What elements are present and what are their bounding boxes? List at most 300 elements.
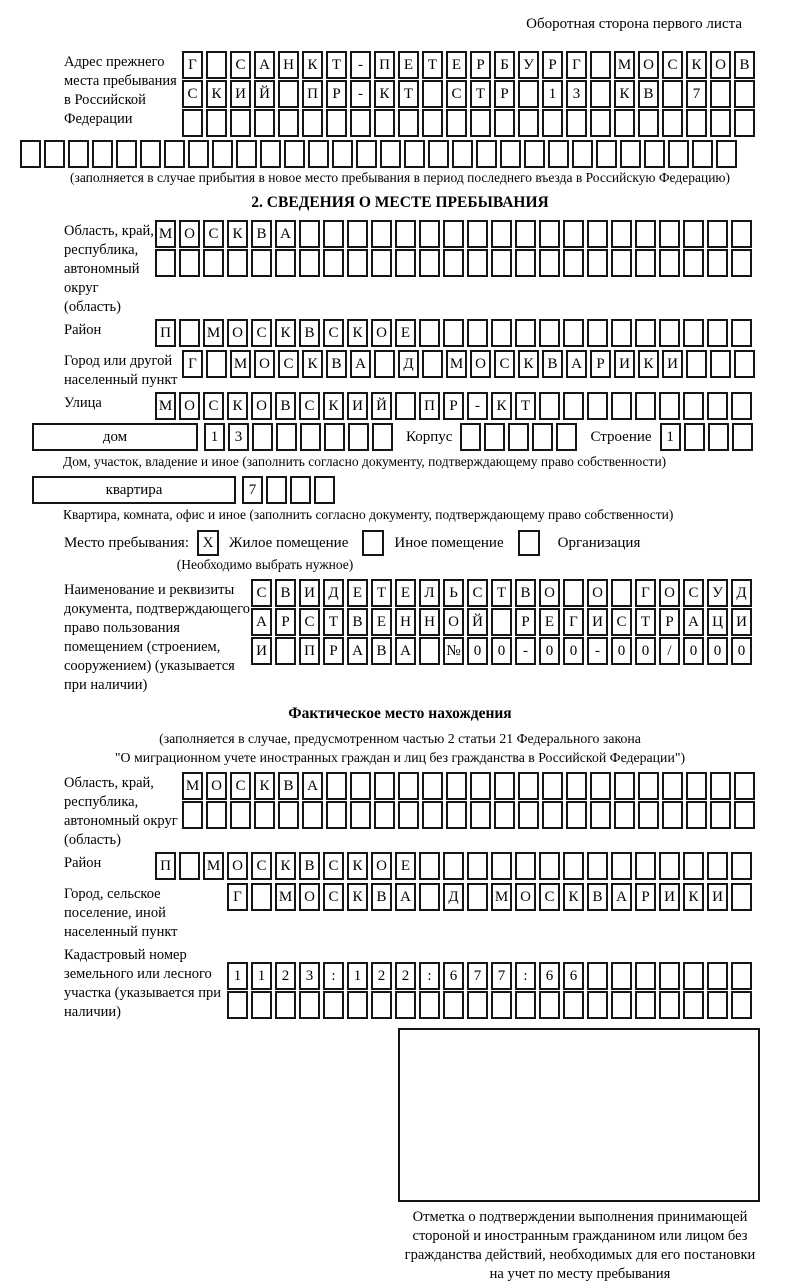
char-cell [707, 852, 728, 880]
char-cell: О [254, 350, 275, 378]
char-cell: И [587, 608, 608, 636]
char-cell [446, 109, 467, 137]
char-cell: К [374, 80, 395, 108]
char-cell [710, 772, 731, 800]
char-cell [500, 140, 521, 168]
char-cell [290, 476, 311, 504]
char-cell [374, 772, 395, 800]
raion-label: Район [64, 322, 102, 338]
char-cell [116, 140, 137, 168]
char-cell [491, 220, 512, 248]
char-cell: П [419, 392, 440, 420]
char-cell [659, 392, 680, 420]
kadastr-label: Кадастровый номер земельного или лесного участка (указывается при наличии) [64, 947, 221, 1020]
char-cell [470, 109, 491, 137]
confirmation-box [398, 1028, 760, 1202]
char-cell: К [275, 852, 296, 880]
ulitsa-row [155, 392, 755, 420]
char-cell [494, 109, 515, 137]
char-cell: Е [395, 579, 416, 607]
char-cell [419, 637, 440, 665]
char-cell [395, 392, 416, 420]
char-cell: 1 [660, 423, 681, 451]
char-cell [563, 220, 584, 248]
char-cell: Т [422, 51, 443, 79]
char-cell [734, 350, 755, 378]
char-cell [611, 991, 632, 1019]
char-cell [302, 801, 323, 829]
char-cell: А [683, 608, 704, 636]
char-cell: - [587, 637, 608, 665]
char-cell: В [299, 319, 320, 347]
char-cell [395, 991, 416, 1019]
char-cell [179, 852, 200, 880]
char-cell: 0 [467, 637, 488, 665]
kadastr-group [0, 944, 800, 1022]
char-cell [422, 80, 443, 108]
char-cell [251, 249, 272, 277]
char-cell [542, 772, 563, 800]
char-cell [508, 423, 529, 451]
char-cell [350, 772, 371, 800]
char-cell [515, 249, 536, 277]
char-cell [635, 962, 656, 990]
char-cell: М [155, 220, 176, 248]
char-cell: 0 [707, 637, 728, 665]
char-cell: Г [563, 608, 584, 636]
char-cell [620, 140, 641, 168]
char-cell [230, 801, 251, 829]
char-cell [371, 249, 392, 277]
char-cell: Р [443, 392, 464, 420]
char-cell [587, 249, 608, 277]
fact-raion-group [0, 852, 800, 881]
char-cell: К [518, 350, 539, 378]
char-cell: И [707, 883, 728, 911]
char-cell: А [251, 608, 272, 636]
char-cell [467, 220, 488, 248]
char-cell [734, 801, 755, 829]
char-cell: Т [491, 579, 512, 607]
char-cell: И [251, 637, 272, 665]
document-row-1 [251, 579, 755, 607]
char-cell [236, 140, 257, 168]
char-cell [275, 249, 296, 277]
char-cell: К [683, 883, 704, 911]
char-cell: Р [494, 80, 515, 108]
char-cell: М [203, 852, 224, 880]
char-cell [731, 962, 752, 990]
char-cell [68, 140, 89, 168]
char-cell [422, 772, 443, 800]
char-cell [372, 423, 393, 451]
char-cell: 6 [443, 962, 464, 990]
char-cell [371, 991, 392, 1019]
ulitsa-label: Улица [64, 395, 102, 411]
char-cell: В [251, 220, 272, 248]
char-cell [470, 801, 491, 829]
fact-title: Фактическое место нахождения [288, 705, 512, 722]
option-organizatsiya-label: Организация [557, 535, 641, 551]
char-cell: Д [398, 350, 419, 378]
fact-oblast-row-2 [182, 801, 758, 829]
char-cell [452, 140, 473, 168]
char-cell [260, 140, 281, 168]
char-cell [686, 109, 707, 137]
document-label: Наименование и реквизиты документа, подтверждающего право пользования помещением (строением, сооружением) (указывается при наличии) [64, 582, 250, 693]
char-cell [566, 109, 587, 137]
char-cell [326, 109, 347, 137]
char-cell: А [395, 883, 416, 911]
fact-caption-line2: "О миграционном учете иностранных граждан и лиц без гражданства в Российской Федерации") [114, 750, 686, 765]
char-cell: С [299, 392, 320, 420]
char-cell: К [254, 772, 275, 800]
char-cell [635, 392, 656, 420]
char-cell: С [323, 852, 344, 880]
char-cell: О [206, 772, 227, 800]
char-cell [308, 140, 329, 168]
char-cell: О [251, 392, 272, 420]
prev-address-label: Адрес прежнего места пребывания в Российской Федерации [64, 54, 177, 127]
char-cell [662, 772, 683, 800]
char-cell [539, 220, 560, 248]
char-cell: К [686, 51, 707, 79]
char-cell: Е [395, 319, 416, 347]
char-cell: А [347, 637, 368, 665]
prev-address-row-3 [182, 109, 758, 137]
char-cell: С [299, 608, 320, 636]
char-cell [683, 220, 704, 248]
char-cell [563, 579, 584, 607]
char-cell [140, 140, 161, 168]
char-cell: Т [326, 51, 347, 79]
char-cell [254, 801, 275, 829]
checkbox-zhiloe: X [197, 530, 219, 556]
char-cell [515, 991, 536, 1019]
oblast-row-1 [155, 220, 755, 248]
char-cell [419, 319, 440, 347]
char-cell [518, 801, 539, 829]
char-cell: М [230, 350, 251, 378]
char-cell [347, 991, 368, 1019]
char-cell [611, 220, 632, 248]
char-cell [356, 140, 377, 168]
char-cell: С [494, 350, 515, 378]
char-cell [635, 220, 656, 248]
char-cell: В [515, 579, 536, 607]
char-cell: Р [275, 608, 296, 636]
char-cell: Т [398, 80, 419, 108]
stroenie-label: Строение [590, 429, 652, 445]
char-cell: Й [467, 608, 488, 636]
confirmation-caption-line2: стороной и иностранным гражданином или лицом без [412, 1228, 748, 1244]
char-cell: 7 [686, 80, 707, 108]
char-cell: - [515, 637, 536, 665]
char-cell: 1 [542, 80, 563, 108]
char-cell [590, 772, 611, 800]
char-cell: 3 [299, 962, 320, 990]
fact-oblast-rows [182, 772, 758, 830]
char-cell [590, 51, 611, 79]
char-cell [542, 109, 563, 137]
char-cell [422, 109, 443, 137]
char-cell [227, 249, 248, 277]
stroenie-cells [660, 423, 756, 451]
char-cell [515, 319, 536, 347]
char-cell: Р [635, 883, 656, 911]
char-cell: И [731, 608, 752, 636]
char-cell: К [206, 80, 227, 108]
char-cell: К [614, 80, 635, 108]
char-cell [460, 423, 481, 451]
char-cell: К [347, 852, 368, 880]
char-cell: С [323, 319, 344, 347]
char-cell: Т [515, 392, 536, 420]
char-cell: Л [419, 579, 440, 607]
document-rows [251, 579, 755, 666]
kvartira-caption: Квартира, комната, офис и иное (заполнить согласно документу, подтверждающему право собственности) [63, 507, 674, 522]
char-cell: О [710, 51, 731, 79]
char-cell: В [347, 608, 368, 636]
char-cell [548, 140, 569, 168]
char-cell [587, 319, 608, 347]
char-cell [371, 220, 392, 248]
char-cell: Ь [443, 579, 464, 607]
char-cell: - [350, 51, 371, 79]
section2-title: 2. СВЕДЕНИЯ О МЕСТЕ ПРЕБЫВАНИЯ [251, 194, 549, 211]
confirmation-caption-line3: гражданства действий, необходимых для его постановки [404, 1247, 756, 1263]
char-cell [611, 392, 632, 420]
char-cell [350, 801, 371, 829]
char-cell: Е [398, 51, 419, 79]
char-cell [92, 140, 113, 168]
char-cell: 2 [395, 962, 416, 990]
char-cell [467, 883, 488, 911]
char-cell: Е [539, 608, 560, 636]
char-cell: К [491, 392, 512, 420]
char-cell: О [179, 392, 200, 420]
char-cell [20, 140, 41, 168]
char-cell [164, 140, 185, 168]
char-cell: Б [494, 51, 515, 79]
char-cell: С [278, 350, 299, 378]
char-cell [611, 319, 632, 347]
char-cell [443, 220, 464, 248]
char-cell [326, 772, 347, 800]
char-cell: К [275, 319, 296, 347]
char-cell: С [230, 51, 251, 79]
fact-oblast-row-1 [182, 772, 758, 800]
char-cell [324, 423, 345, 451]
char-cell [611, 852, 632, 880]
char-cell [276, 423, 297, 451]
char-cell [179, 319, 200, 347]
fact-raion-row [155, 852, 755, 880]
ulitsa-group [0, 392, 800, 421]
char-cell: С [662, 51, 683, 79]
char-cell: М [182, 772, 203, 800]
mesto-row [0, 529, 800, 557]
kvartira-row [32, 476, 800, 505]
document-row-3 [251, 637, 755, 665]
char-cell [707, 220, 728, 248]
char-cell: К [302, 51, 323, 79]
char-cell [491, 608, 512, 636]
char-cell [683, 392, 704, 420]
char-cell [494, 772, 515, 800]
char-cell: Й [254, 80, 275, 108]
option-zhiloe-label: Жилое помещение [229, 535, 349, 551]
char-cell: О [638, 51, 659, 79]
char-cell: А [254, 51, 275, 79]
char-cell [470, 772, 491, 800]
char-cell [275, 991, 296, 1019]
char-cell: / [659, 637, 680, 665]
char-cell [638, 801, 659, 829]
char-cell [299, 249, 320, 277]
char-cell [398, 801, 419, 829]
char-cell: В [326, 350, 347, 378]
char-cell: 1 [227, 962, 248, 990]
char-cell: У [518, 51, 539, 79]
option-inoe-label: Иное помещение [394, 535, 504, 551]
char-cell [491, 319, 512, 347]
char-cell [644, 140, 665, 168]
char-cell [374, 801, 395, 829]
char-cell: А [566, 350, 587, 378]
char-cell [266, 476, 287, 504]
char-cell [518, 80, 539, 108]
char-cell [716, 140, 737, 168]
char-cell: С [539, 883, 560, 911]
char-cell [419, 991, 440, 1019]
char-cell [446, 801, 467, 829]
char-cell [299, 991, 320, 1019]
char-cell: В [734, 51, 755, 79]
char-cell [563, 319, 584, 347]
char-cell [278, 109, 299, 137]
char-cell: С [251, 852, 272, 880]
dom-row [32, 423, 800, 452]
char-cell [563, 852, 584, 880]
prev-address-rows [182, 51, 758, 138]
char-cell: С [611, 608, 632, 636]
kadastr-row-1 [227, 962, 755, 990]
char-cell [731, 220, 752, 248]
char-cell: К [227, 220, 248, 248]
fact-gorod-group [0, 883, 800, 942]
char-cell [374, 350, 395, 378]
char-cell [443, 249, 464, 277]
char-cell [707, 962, 728, 990]
char-cell: С [323, 883, 344, 911]
char-cell [710, 801, 731, 829]
char-cell: 0 [683, 637, 704, 665]
char-cell: Г [227, 883, 248, 911]
char-cell [284, 140, 305, 168]
char-cell [539, 852, 560, 880]
char-cell: К [563, 883, 584, 911]
prev-address-row-2 [182, 80, 758, 108]
char-cell: А [395, 637, 416, 665]
char-cell: П [302, 80, 323, 108]
char-cell: Р [323, 637, 344, 665]
char-cell: М [155, 392, 176, 420]
fact-gorod-label: Город, сельское поселение, иной населенный пункт [64, 886, 178, 940]
char-cell [348, 423, 369, 451]
char-cell: Н [278, 51, 299, 79]
char-cell: 0 [539, 637, 560, 665]
char-cell: Й [371, 392, 392, 420]
char-cell [692, 140, 713, 168]
dom-caption: Дом, участок, владение и иное (заполнить согласно документу, подтверждающему право собственности) [63, 454, 667, 469]
char-cell: Д [731, 579, 752, 607]
char-cell [44, 140, 65, 168]
char-cell: И [662, 350, 683, 378]
char-cell [539, 392, 560, 420]
char-cell [683, 962, 704, 990]
char-cell [252, 423, 273, 451]
dom-box: дом [32, 423, 198, 451]
char-cell: - [467, 392, 488, 420]
char-cell: 3 [228, 423, 249, 451]
confirmation-caption-line1: Отметка о подтверждении выполнения принимающей [412, 1209, 748, 1225]
char-cell [347, 220, 368, 248]
char-cell [206, 109, 227, 137]
char-cell [532, 423, 553, 451]
oblast-row-2 [155, 249, 755, 277]
char-cell [587, 962, 608, 990]
char-cell: В [371, 883, 392, 911]
dom-number-cells [204, 423, 396, 451]
char-cell: К [323, 392, 344, 420]
char-cell: 0 [731, 637, 752, 665]
fact-oblast-label: Область, край, республика, автономный округ (область) [64, 775, 178, 848]
char-cell [684, 423, 705, 451]
char-cell: И [230, 80, 251, 108]
char-cell [731, 991, 752, 1019]
char-cell [659, 220, 680, 248]
char-cell: С [251, 319, 272, 347]
char-cell [587, 392, 608, 420]
char-cell: П [299, 637, 320, 665]
char-cell: Н [395, 608, 416, 636]
char-cell: 2 [275, 962, 296, 990]
char-cell [467, 852, 488, 880]
char-cell [332, 140, 353, 168]
char-cell: 6 [539, 962, 560, 990]
char-cell: 0 [611, 637, 632, 665]
char-cell [587, 852, 608, 880]
char-cell [314, 476, 335, 504]
char-cell [611, 579, 632, 607]
char-cell: С [182, 80, 203, 108]
char-cell: Н [419, 608, 440, 636]
char-cell: О [227, 319, 248, 347]
raion-row [155, 319, 755, 347]
char-cell [683, 852, 704, 880]
char-cell [638, 109, 659, 137]
char-cell: М [203, 319, 224, 347]
char-cell: 0 [635, 637, 656, 665]
char-cell [206, 51, 227, 79]
char-cell [380, 140, 401, 168]
char-cell [446, 772, 467, 800]
char-cell [563, 249, 584, 277]
oblast-group [0, 220, 800, 317]
char-cell: 7 [242, 476, 263, 504]
char-cell: П [374, 51, 395, 79]
